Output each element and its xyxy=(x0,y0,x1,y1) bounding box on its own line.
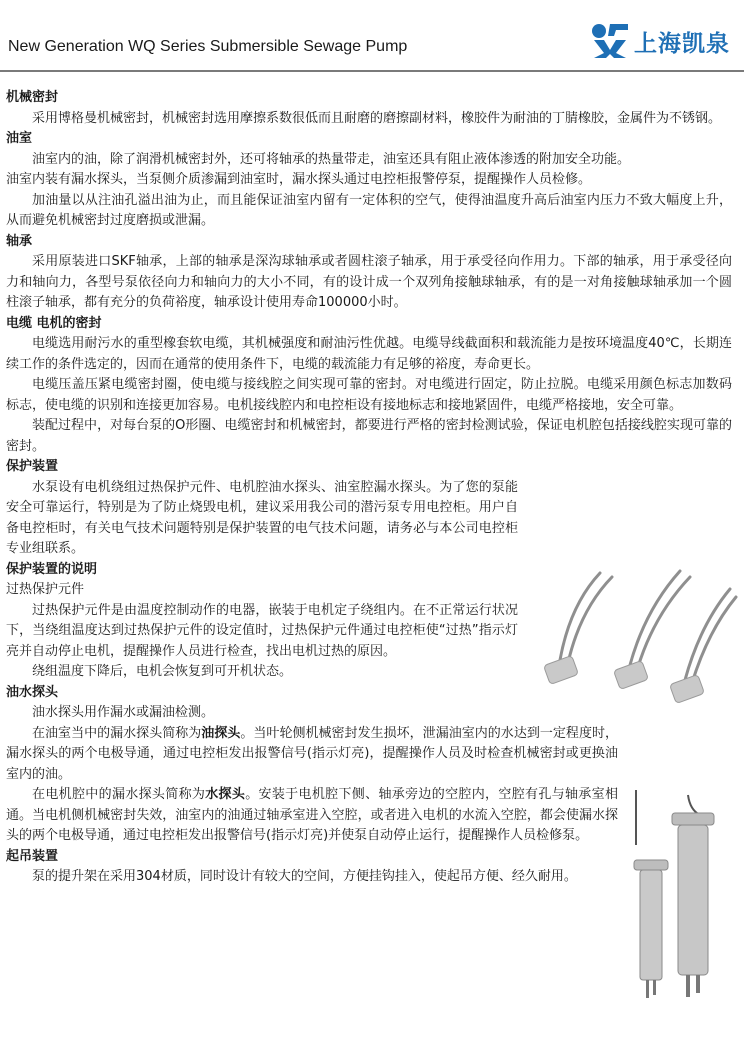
document-body xyxy=(6,88,732,888)
section-heading-oil: 油室 xyxy=(6,131,33,146)
paragraph: 油水探头用作漏水或漏油检测。 xyxy=(32,705,215,720)
section-heading-bearing: 轴承 xyxy=(6,233,33,249)
kx-logo-icon xyxy=(590,20,630,60)
paragraph: 油室内装有漏水探头，当泵侧介质渗漏到油室时，漏水探头通过电控柜报警停泵，提醒操作人员检修。 xyxy=(6,172,592,187)
company-logo xyxy=(590,20,740,60)
subheading-overheat: 过热保护元件 xyxy=(6,582,85,597)
paragraph: 电缆选用耐污水的重型橡套软电缆，其机械强度和耐油污性优越。电缆导线截面积和载流能力是按环境温度40℃，长期连续工作的条件选定的，因而在通常的使用条件下，电缆的载流能力有足够的裕度，寿命更长。 xyxy=(6,336,732,372)
paragraph: 绕组温度下降后，电机会恢复到可开机状态。 xyxy=(32,664,293,679)
paragraph: 采用原装进口SKF轴承，上部的轴承是深沟球轴承或者圆柱滚子轴承，用于承受径向作用力。下部的轴承，用于承受径向力和轴向力，各型号泵依径向力和轴向力的大小不同，有的设计成一个双列角接触球轴承，有的是一对角接触球轴承加一个圆柱滚子轴承，都有充分的负荷裕度，轴承设计使用寿命100000小时。 xyxy=(6,254,732,310)
section-heading-protect-desc: 保护装置的说明 xyxy=(6,561,98,577)
water-probe-term: 水探头 xyxy=(205,787,246,802)
section-heading-cable: 电缆 电机的密封 xyxy=(6,315,102,331)
paragraph: 油室内的油，除了润滑机械密封外，还可将轴承的热量带走，油室还具有阻止液体渗透的附加安全功能。 xyxy=(32,151,631,167)
section-heading-lift: 起吊装置 xyxy=(6,848,59,864)
paragraph: 加油量以从注油孔溢出油为止，而且能保证油室内留有一定体积的空气，使得油温度升高后油室内压力不致大幅度上升，从而避免机械密封过度磨损或泄漏。 xyxy=(6,192,732,228)
oil-probe-term: 油探头 xyxy=(201,725,241,741)
paragraph: 采用博格曼机械密封，机械密封选用摩擦系数很低而且耐磨的磨擦副材料，橡胶件为耐油的丁腈橡胶，金属件为不锈钢。 xyxy=(32,110,722,126)
section-heading-seal: 机械密封 xyxy=(6,90,59,105)
paragraph: 在油室当中的漏水探头简称为油探头。当叶轮侧机械密封发生损坏，泄漏油室内的水达到一定程度时，漏水探头的两个电极导通，通过电控柜发出报警信号(指示灯亮)，提醒操作人员及时检查机械密封或更换油室内的油。 xyxy=(6,725,618,782)
paragraph: 在电机腔中的漏水探头简称为水探头。安装于电机腔下侧、轴承旁边的空腔内，空腔有孔与轴承室相通。当电机侧机械密封失效，油室内的油通过轴承室进入空腔，或者进入电机的水流入空腔，都会使漏水探头的两个电极导通，通过电控柜发出报警信号(指示灯亮)并使泵自动停止运行，提醒操作人员检修泵。 xyxy=(6,787,618,843)
header-divider xyxy=(0,70,744,72)
paragraph: 电缆压盖压紧电缆密封圈，使电缆与接线腔之间实现可靠的密封。对电缆进行固定，防止拉脱。电缆采用颜色标志加数码标志，使电缆的识别和连接更加容易。电机接线腔内和电控柜设有接地标志和接地紧固件，电缆严格接地，安全可靠。 xyxy=(6,377,732,413)
section-heading-protect: 保护装置 xyxy=(6,459,59,474)
paragraph: 过热保护元件是由温度控制动作的电器，嵌装于电机定子绕组内。在不正常运行状况下，当绕组温度达到过热保护元件的设定值时，过热保护元件通过电控柜使“过热”指示灯亮并自动停止电机，提醒操作人员进行检查，找出电机过热的原因。 xyxy=(6,602,518,659)
paragraph: 泵的提升架在采用304材质，同时设计有较大的空间，方便挂钩挂入，使起吊方便、经久耐用。 xyxy=(32,869,577,884)
paragraph: 装配过程中，对每台泵的O形圈、电缆密封和机械密封，都要进行严格的密封检测试验，保证电机腔包括接线腔实现可靠的密封。 xyxy=(6,418,732,454)
thermal-protector-photo xyxy=(530,565,740,705)
paragraph: 水泵设有电机绕组过热保护元件、电机腔油水探头、油室腔漏水探头。为了您的泵能安全可靠运行，特别是为了防止烧毁电机，建议采用我公司的潜污泵专用电控柜。用户自备电控柜时，有关电气技术问题特别是保护装置的电气技术问题，请务必与本公司电控柜专业组联系。 xyxy=(6,479,518,556)
section-heading-probe: 油水探头 xyxy=(6,684,59,700)
leakage-probe-photo xyxy=(628,785,738,1015)
document-title: New Generation WQ Series Submersible Sewage Pump xyxy=(8,38,408,55)
logo-text: 上海凯泉 xyxy=(634,31,730,57)
